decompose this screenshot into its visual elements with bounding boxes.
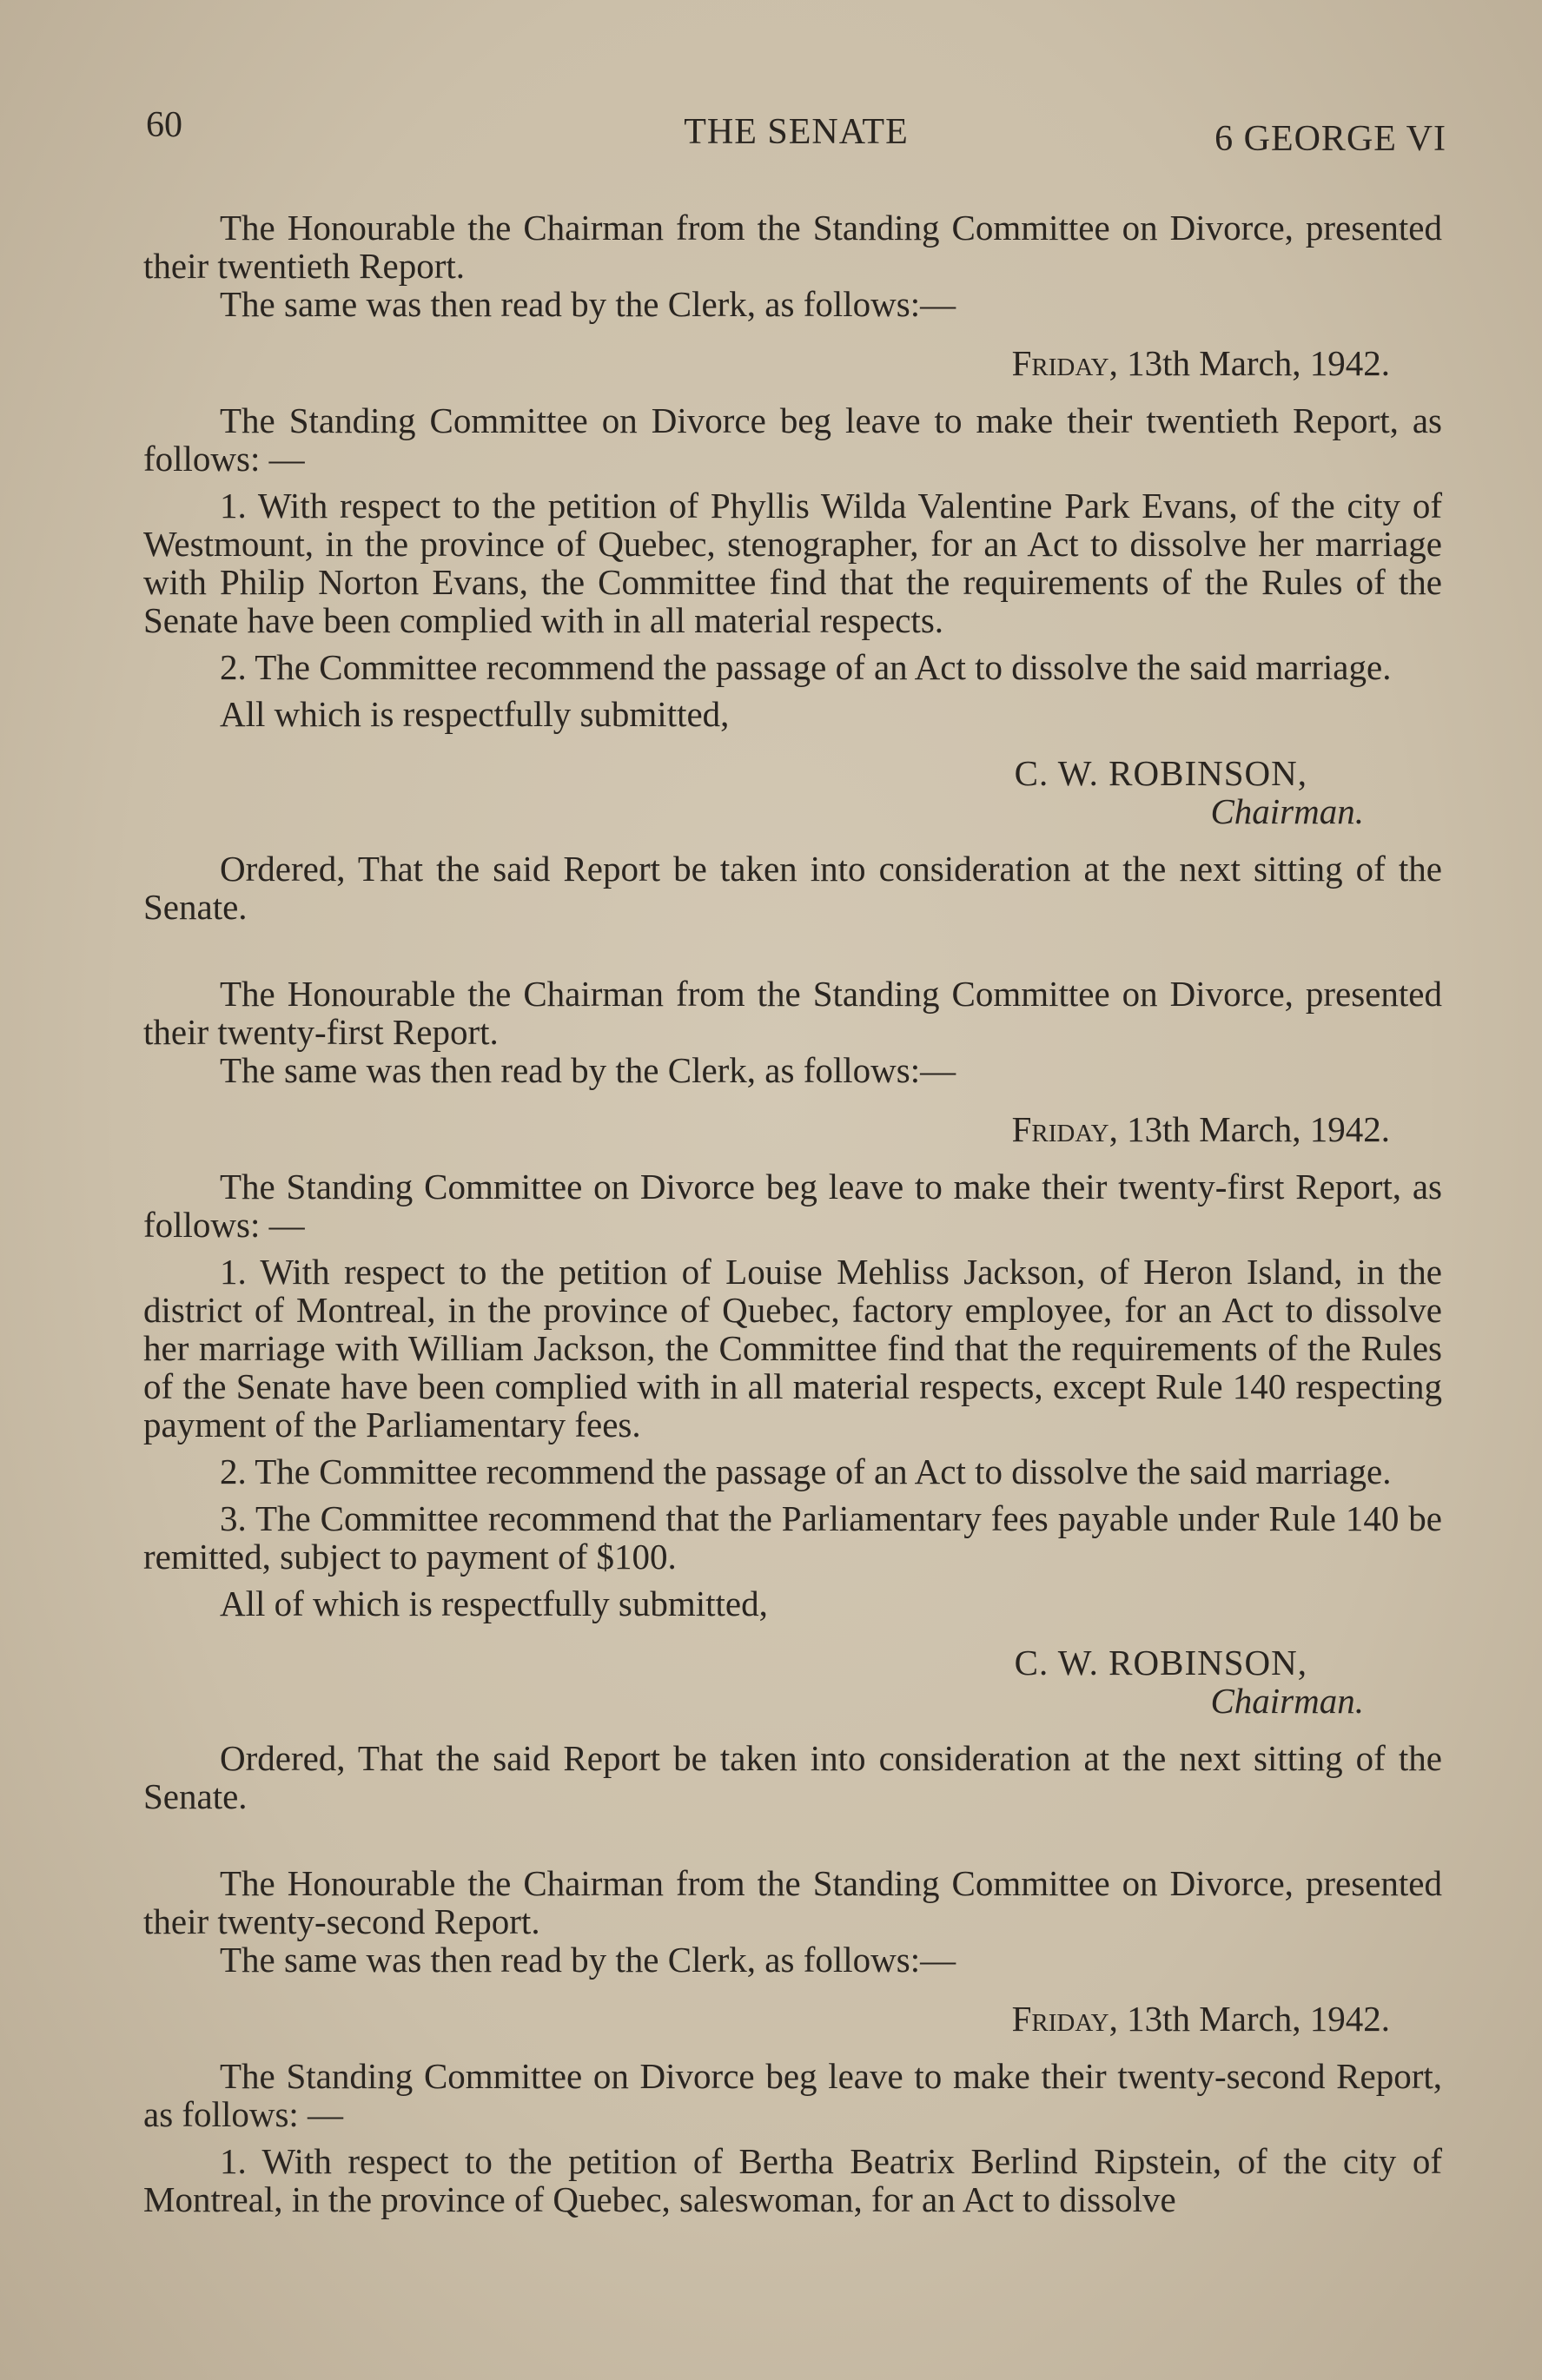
document-body <box>143 208 1442 2267</box>
chairman-signature: C. W. ROBINSON, <box>1014 753 1307 793</box>
report-preamble: The Standing Committee on Divorce beg leave to make their twenty-first Report, as follows: — <box>143 1167 1442 1245</box>
report-item: 3. The Committee recommend that the Parliamentary fees payable under Rule 140 be remitted, subject to payment of $100. <box>143 1498 1442 1577</box>
report-twentieth <box>143 208 1442 926</box>
report-read: The same was then read by the Clerk, as follows:— <box>220 284 956 324</box>
page-title: THE SENATE <box>684 112 909 152</box>
order-text: Ordered, That the said Report be taken into consideration at the next sitting of the Senate. <box>143 1738 1442 1816</box>
report-intro: The Honourable the Chairman from the Standing Committee on Divorce, presented their twenty-second Report. <box>143 1863 1442 1941</box>
running-header <box>146 104 1446 159</box>
regnal-year: 6 GEORGE VI <box>1214 119 1446 159</box>
page-number: 60 <box>146 105 182 145</box>
report-date-rest: 13th March, 1942. <box>1117 1109 1390 1149</box>
report-twenty-second <box>143 1864 1442 2218</box>
order-text: Ordered, That the said Report be taken into consideration at the next sitting of the Senate. <box>143 849 1442 927</box>
report-read: The same was then read by the Clerk, as follows:— <box>220 1050 956 1090</box>
report-date-day: Friday, <box>1011 343 1118 383</box>
report-intro: The Honourable the Chairman from the Standing Committee on Divorce, presented their twenty-first Report. <box>143 974 1442 1052</box>
report-date <box>143 2000 1442 2038</box>
report-intro: The Honourable the Chairman from the Standing Committee on Divorce, presented their twentieth Report. <box>143 208 1442 286</box>
report-item: 2. The Committee recommend the passage of an Act to dissolve the said marriage. <box>220 1451 1392 1491</box>
report-twenty-first <box>143 975 1442 1815</box>
report-preamble: The Standing Committee on Divorce beg leave to make their twenty-second Report, as follows: — <box>143 2056 1442 2134</box>
report-date-day: Friday, <box>1011 1109 1118 1149</box>
report-date <box>143 1110 1442 1148</box>
report-item: 2. The Committee recommend the passage of an Act to dissolve the said marriage. <box>220 647 1392 687</box>
chairman-signature: C. W. ROBINSON, <box>1014 1643 1307 1683</box>
chairman-role: Chairman. <box>1210 1681 1364 1721</box>
report-item: 1. With respect to the petition of Louise Mehliss Jackson, of Heron Island, in the district of Montreal, in the province of Quebec, factory employee, for an Act to dissolve her marriage with William Jackson, the Committee find that the requirements of the Rules of the Senate have been complied with in all material respects, except Rule 140 respecting payment of the Parliamentary fees. <box>143 1252 1442 1445</box>
chairman-role: Chairman. <box>1210 791 1364 831</box>
report-preamble: The Standing Committee on Divorce beg leave to make their twentieth Report, as follows: — <box>143 400 1442 479</box>
report-date-day: Friday, <box>1011 1999 1118 2039</box>
report-closing: All of which is respectfully submitted, <box>220 1583 768 1623</box>
report-date-rest: 13th March, 1942. <box>1117 1999 1390 2039</box>
report-read: The same was then read by the Clerk, as follows:— <box>220 1940 956 1980</box>
report-item: 1. With respect to the petition of Phyllis Wilda Valentine Park Evans, of the city of Westmount, in the province of Quebec, stenographer, for an Act to dissolve her marriage with Philip Norton Evans, the Committee find that the requirements of the Rules of the Senate have been complied with in all material respects. <box>143 486 1442 640</box>
report-date <box>143 344 1442 382</box>
report-closing: All which is respectfully submitted, <box>220 694 730 734</box>
report-item: 1. With respect to the petition of Bertha Beatrix Berlind Ripstein, of the city of Montreal, in the province of Quebec, saleswoman, for an Act to dissolve <box>143 2141 1442 2219</box>
report-date-rest: 13th March, 1942. <box>1117 343 1390 383</box>
